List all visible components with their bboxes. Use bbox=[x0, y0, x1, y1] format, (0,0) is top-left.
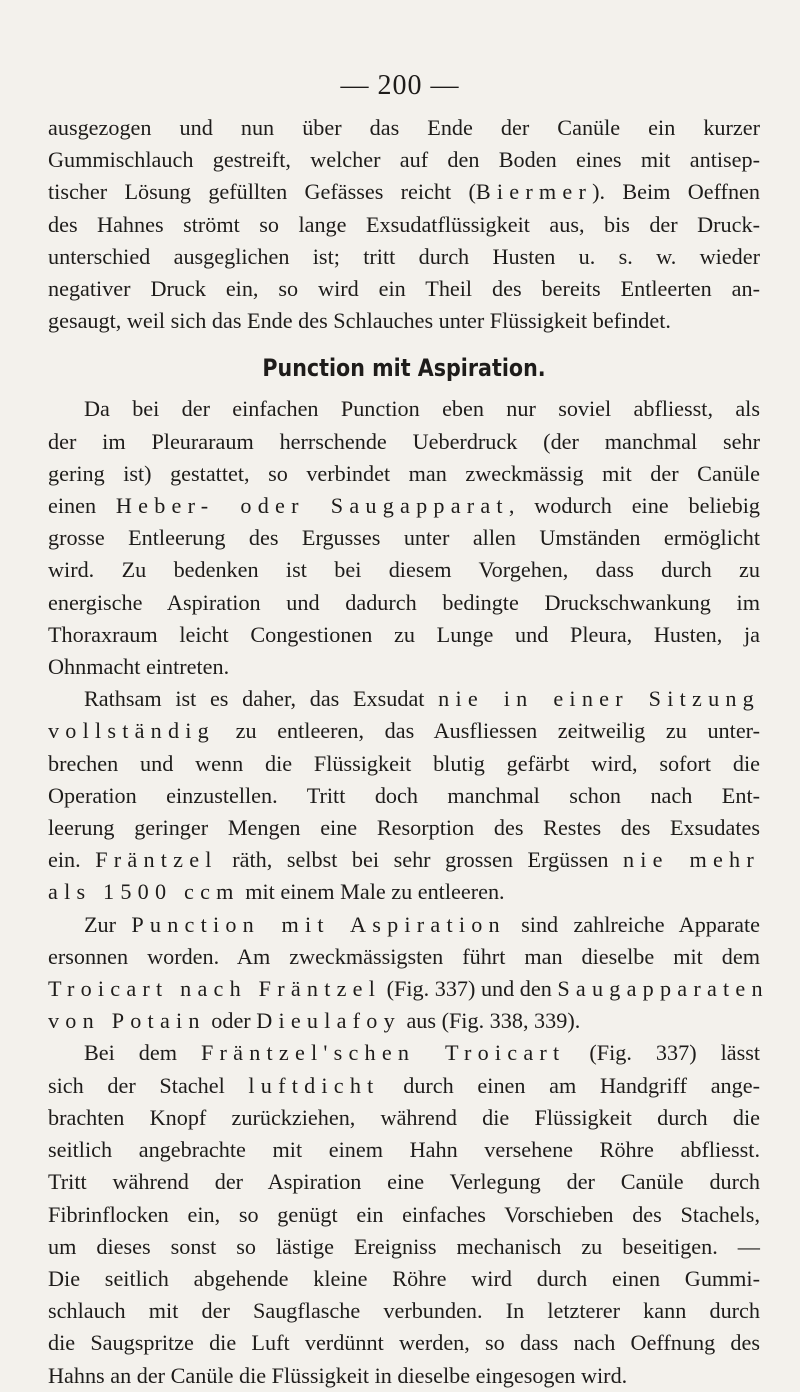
emphasis: Saugapparaten bbox=[557, 976, 769, 1002]
text-line: die Saugspritze die Luft verdünnt werden, so dass nach Oeffnung des bbox=[48, 1330, 760, 1356]
text-line: ausgezogen und nun über das Ende der Canüle ein kurzer bbox=[48, 115, 760, 140]
text-line: Operation einzustellen. Tritt doch manchmal schon nach Ent- bbox=[48, 782, 760, 808]
text-line: sich der Stachel luftdicht durch einen am Handgriff ange- bbox=[48, 1072, 760, 1098]
page-number: — 200 — bbox=[340, 70, 460, 101]
text-line: energische Aspiration und dadurch bedingte Druckschwankung im bbox=[48, 589, 760, 615]
text-line: Thoraxraum leicht Congestionen zu Lunge und Pleura, Husten, ja bbox=[48, 621, 760, 647]
text-line: seitlich angebrachte mit einem Hahn versehene Röhre abfliesst. bbox=[48, 1137, 760, 1163]
text-line: Zur Punction mit Aspiration sind zahlreiche Apparate bbox=[84, 911, 760, 937]
text-line: unterschied ausgeglichen ist; tritt durch Husten u. s. w. wieder bbox=[48, 243, 760, 269]
body-text bbox=[48, 112, 769, 1392]
emphasis: vollständig bbox=[48, 718, 215, 744]
section-heading: Punction mit Aspiration. bbox=[262, 354, 546, 383]
emphasis: luftdicht bbox=[248, 1072, 380, 1098]
text-line: Fibrinflocken ein, so genügt ein einfaches Vorschieben des Stachels, bbox=[48, 1201, 760, 1227]
text-line: brechen und wenn die Flüssigkeit blutig gefärbt wird, sofort die bbox=[48, 750, 760, 776]
text-line: Bei dem Fräntzel'schen Troicart (Fig. 337) lässt bbox=[84, 1040, 761, 1066]
text-line: des Hahnes strömt so lange Exsudatflüssigkeit aus, bis der Druck- bbox=[48, 211, 760, 237]
emphasis: Punction mit Aspiration bbox=[131, 911, 506, 937]
text-line: einen Heber- oder Saugapparat, wodurch eine beliebig bbox=[48, 493, 760, 519]
emphasis: Troicart nach Fräntzel bbox=[48, 976, 382, 1002]
text-line: wird. Zu bedenken ist bei diesem Vorgehen, dass durch zu bbox=[48, 557, 760, 583]
text-line: schlauch mit der Saugflasche verbunden. In letzterer kann durch bbox=[48, 1298, 760, 1324]
text-line: gering ist) gestattet, so verbindet man zweckmässig mit der Canüle bbox=[48, 460, 760, 486]
text-line: Die seitlich abgehende kleine Röhre wird durch einen Gummi- bbox=[48, 1265, 760, 1291]
text-line: Da bei der einfachen Punction eben nur soviel abfliesst, als bbox=[84, 396, 760, 422]
emphasis: nie in einer Sitzung bbox=[438, 686, 760, 712]
author-name: von Potain bbox=[48, 1008, 206, 1034]
text-line: von Potain oder Dieulafoy aus (Fig. 338, 339). bbox=[48, 1008, 581, 1034]
text-line: Rathsam ist es daher, das Exsudat nie in einer Sitzung bbox=[84, 686, 760, 712]
text-line: negativer Druck ein, so wird ein Theil des bereits Entleerten an- bbox=[48, 276, 760, 302]
text-line: Troicart nach Fräntzel (Fig. 337) und den Saugapparaten bbox=[48, 976, 769, 1002]
emphasis: als 1500 ccm bbox=[48, 879, 240, 905]
text-line: grosse Entleerung des Ergusses unter allen Umständen ermöglicht bbox=[48, 525, 760, 551]
text-line: brachten Knopf zurückziehen, während die Flüssigkeit durch die bbox=[48, 1104, 760, 1130]
text-line: leerung geringer Mengen eine Resorption des Restes des Exsudates bbox=[48, 815, 760, 841]
text-line: Hahns an der Canüle die Flüssigkeit in dieselbe eingesogen wird. bbox=[48, 1362, 628, 1388]
author-name: Biermer bbox=[475, 179, 593, 205]
emphasis: Heber- oder Saugapparat bbox=[115, 493, 509, 519]
emphasis: Fräntzel'schen Troicart bbox=[200, 1040, 566, 1066]
text-line: als 1500 ccm mit einem Male zu entleeren. bbox=[48, 879, 505, 905]
text-line: ersonnen worden. Am zweckmässigsten führt man dieselbe mit dem bbox=[48, 943, 760, 969]
text-line: ein. Fräntzel räth, selbst bei sehr grossen Ergüssen nie mehr bbox=[48, 847, 760, 873]
emphasis: nie mehr bbox=[622, 847, 760, 873]
text-line: der im Pleuraraum herrschende Ueberdruck (der manchmal sehr bbox=[48, 428, 760, 454]
text-line: tischer Lösung gefüllten Gefässes reicht (Biermer). Beim Oeffnen bbox=[48, 179, 760, 205]
author-name: Dieulafoy bbox=[256, 1008, 401, 1034]
text-line: Gummischlauch gestreift, welcher auf den Boden eines mit antisep- bbox=[48, 147, 760, 173]
author-name: Fräntzel bbox=[95, 847, 218, 873]
text-line: um dieses sonst so lästige Ereigniss mechanisch zu beseitigen. — bbox=[48, 1233, 760, 1259]
text-line: vollständig zu entleeren, das Ausfliessen zeitweilig zu unter- bbox=[48, 718, 760, 744]
text-line: Tritt während der Aspiration eine Verlegung der Canüle durch bbox=[48, 1169, 760, 1195]
text-line: gesaugt, weil sich das Ende des Schlauches unter Flüssigkeit befindet. bbox=[48, 308, 671, 334]
text-line: Ohnmacht eintreten. bbox=[48, 654, 230, 680]
